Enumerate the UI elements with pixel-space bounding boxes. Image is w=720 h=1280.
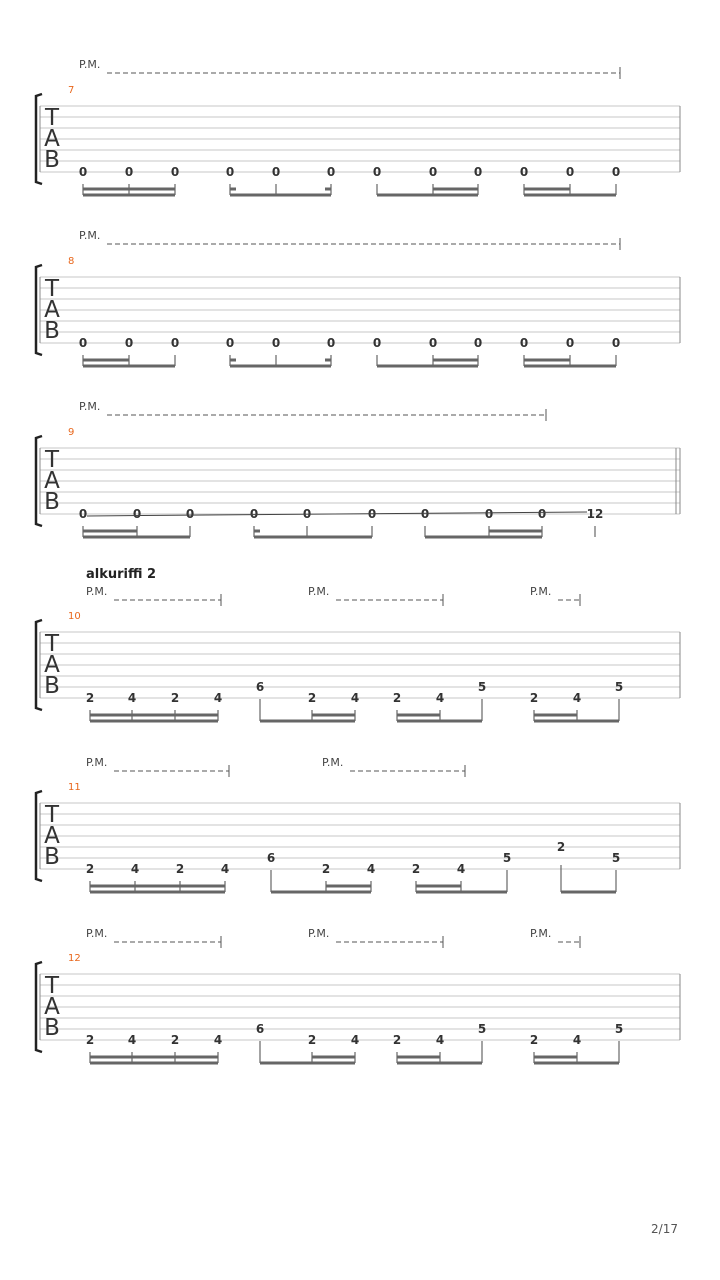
palm-mute-label: P.M. [86,756,108,769]
fret-number: 0 [484,507,494,521]
fret-number: 0 [132,507,142,521]
palm-mute-marking [86,927,221,948]
palm-mute-marking [79,229,620,250]
fret-number: 2 [85,862,95,876]
fret-number: 2 [392,1033,402,1047]
fret-number: 2 [170,1033,180,1047]
fret-number: 0 [326,336,336,350]
fret-number: 4 [220,862,230,876]
tab-clef-letter: T [44,105,60,131]
fret-number: 4 [366,862,376,876]
fret-number: 0 [170,165,180,179]
fret-number: 6 [266,851,276,865]
fret-number: 0 [372,336,382,350]
fret-number: 2 [307,1033,317,1047]
tab-clef-letter: B [44,489,60,515]
fret-number: 0 [225,336,235,350]
palm-mute-label: P.M. [79,58,101,71]
tab-system-9 [36,400,680,537]
measure-number: 11 [68,782,81,793]
fret-number: 0 [326,165,336,179]
palm-mute-marking [86,756,229,777]
fret-number: 4 [350,1033,360,1047]
fret-number: 4 [127,691,137,705]
fret-number: 4 [127,1033,137,1047]
palm-mute-label: P.M. [530,927,552,940]
tab-clef-letter: T [44,802,60,828]
fret-number: 0 [78,507,88,521]
palm-mute-marking [308,927,443,948]
fret-number: 4 [213,1033,223,1047]
fret-number: 0 [565,336,575,350]
fret-number: 2 [556,840,566,854]
tab-system-8 [36,229,680,366]
tab-clef-letter: B [44,147,60,173]
palm-mute-label: P.M. [308,927,330,940]
measure-number: 9 [68,427,75,438]
fret-number: 4 [435,1033,445,1047]
palm-mute-marking [530,927,580,948]
tab-system-10 [36,585,680,721]
fret-number: 2 [175,862,185,876]
palm-mute-label: P.M. [530,585,552,598]
fret-number: 0 [225,165,235,179]
fret-number: 2 [392,691,402,705]
fret-number: 0 [519,336,529,350]
tab-clef-letter: A [44,994,60,1020]
fret-number: 5 [477,680,487,694]
fret-number: 0 [428,165,438,179]
palm-mute-label: P.M. [86,927,108,940]
tab-clef-letter: A [44,823,60,849]
fret-number: 0 [170,336,180,350]
fret-number: 2 [307,691,317,705]
fret-number: 0 [519,165,529,179]
fret-number: 0 [611,165,621,179]
palm-mute-label: P.M. [86,585,108,598]
fret-number: 4 [350,691,360,705]
fret-number: 6 [255,680,265,694]
fret-number: 4 [435,691,445,705]
palm-mute-marking [79,58,620,79]
tab-clef-letter: B [44,673,60,699]
fret-number: 12 [586,507,604,521]
tab-system-7 [36,58,680,195]
fret-number: 2 [85,691,95,705]
fret-number: 0 [249,507,259,521]
tab-clef-letter: B [44,318,60,344]
measure-number: 10 [68,611,81,622]
palm-mute-label: P.M. [322,756,344,769]
fret-number: 4 [130,862,140,876]
tab-clef-letter: A [44,126,60,152]
fret-number: 5 [502,851,512,865]
tab-clef-letter: T [44,973,60,999]
palm-mute-label: P.M. [308,585,330,598]
fret-number: 0 [124,165,134,179]
fret-number: 2 [321,862,331,876]
fret-number: 5 [611,851,621,865]
fret-number: 5 [614,680,624,694]
fret-number: 0 [78,165,88,179]
palm-mute-label: P.M. [79,229,101,242]
tab-clef-letter: A [44,468,60,494]
fret-number: 6 [255,1022,265,1036]
fret-number: 4 [572,691,582,705]
tab-system-11 [36,756,680,892]
page-number: 2/17 [651,1222,678,1236]
fret-number: 5 [614,1022,624,1036]
fret-number: 0 [537,507,547,521]
fret-number: 4 [213,691,223,705]
tab-clef-letter: B [44,1015,60,1041]
fret-number: 2 [85,1033,95,1047]
fret-number: 0 [124,336,134,350]
tab-clef-letter: B [44,844,60,870]
palm-mute-label: P.M. [79,400,101,413]
palm-mute-marking [322,756,465,777]
fret-number: 0 [271,165,281,179]
palm-mute-marking [86,585,221,606]
tab-clef-letter: A [44,652,60,678]
fret-number: 2 [411,862,421,876]
fret-number: 4 [456,862,466,876]
measure-number: 7 [68,85,75,96]
fret-number: 0 [428,336,438,350]
palm-mute-marking [79,400,546,421]
tab-clef-letter: T [44,631,60,657]
fret-number: 0 [565,165,575,179]
section-label-alkuriffi-2: alkuriffi 2 [86,567,157,582]
tab-clef-letter: T [44,447,60,473]
fret-number: 0 [271,336,281,350]
fret-number: 4 [572,1033,582,1047]
fret-number: 2 [170,691,180,705]
tab-system-12 [36,927,680,1063]
fret-number: 0 [611,336,621,350]
tab-clef-letter: A [44,297,60,323]
fret-number: 0 [372,165,382,179]
fret-number: 0 [185,507,195,521]
tab-clef-letter: T [44,276,60,302]
fret-number: 0 [420,507,430,521]
measure-number: 8 [68,256,75,267]
fret-number: 0 [78,336,88,350]
fret-number: 0 [473,336,483,350]
fret-number: 2 [529,691,539,705]
fret-number: 0 [473,165,483,179]
measure-number: 12 [68,953,81,964]
fret-number: 5 [477,1022,487,1036]
palm-mute-marking [308,585,443,606]
fret-number: 2 [529,1033,539,1047]
palm-mute-marking [530,585,580,606]
